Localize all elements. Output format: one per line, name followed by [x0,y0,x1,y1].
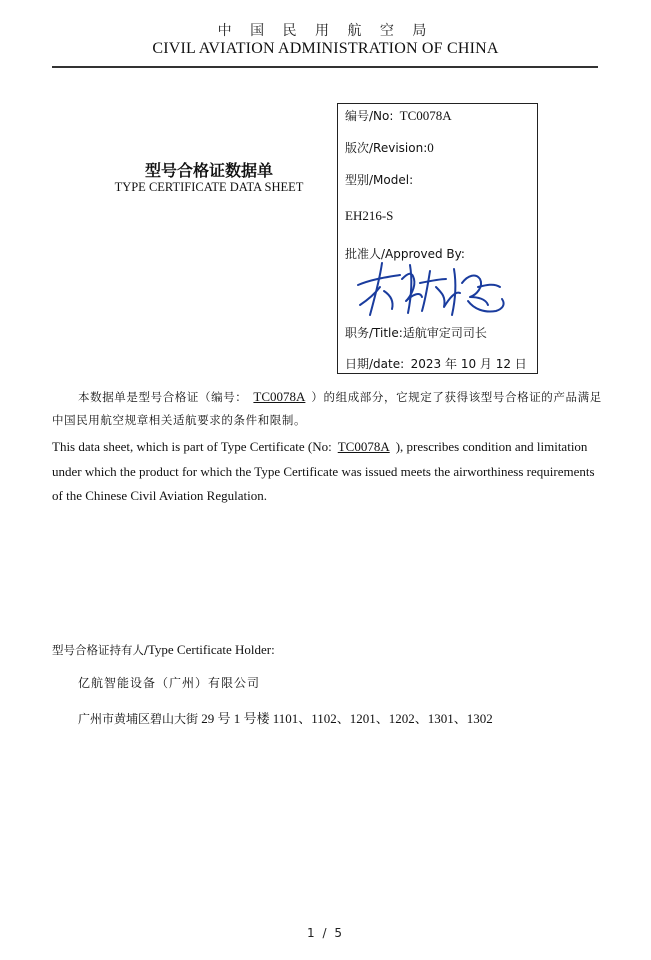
official-title-line [345,324,487,341]
statement-cn-tc-number: TC0078A [253,389,306,404]
statement-cn-suffix: ）的组成部分，它规定了获得该型号合格证的产品满足中国民用航空规章相关适航要求的条件和限制。 [52,390,602,427]
page-number: 1 / 5 [307,926,344,940]
revision-line [345,139,434,156]
signature-image [350,257,515,323]
holder-address [78,708,493,727]
revision-value: 0 [427,140,434,155]
number-label: 编号/No: [345,109,394,123]
official-title-value: 适航审定司司长 [402,326,487,340]
number-value: TC0078A [399,108,452,123]
holder-address-rest: 29 号 1 号楼 1101、1102、1201、1202、1301、1302 [201,711,493,726]
model-label: 型别/Model: [345,173,414,187]
statement-en-suffix: ), prescribes condition and limitation under which the product for which the Type Certificate was issued meets the airworthiness requirements of the Chinese Civil Aviation Regulation. [52,439,595,503]
statement-en-tc-number: TC0078A [337,439,390,454]
statement-en [52,435,602,509]
holder-label-cn: 型号合格证持有人/ [52,643,148,657]
holder-label [52,642,275,658]
approved-label: 批准人/Approved By: [345,247,465,261]
revision-label: 版次/Revision: [345,141,428,155]
holder-label-en: Type Certificate Holder: [147,642,275,657]
model-line [345,171,413,188]
authority-name-en: CIVIL AVIATION ADMINISTRATION OF CHINA [152,40,499,57]
date-line [345,355,527,372]
official-title-label: 职务/Title: [345,326,403,340]
date-label: 日期/date: [345,357,405,371]
holder-company-name: 亿航智能设备（广州）有限公司 [78,676,261,690]
document-title-cn: 型号合格证数据单 [144,161,273,180]
date-value: 2023 年 10 月 12 日 [410,357,527,371]
authority-name-cn: 中 国 民 用 航 空 局 [217,23,434,39]
model-value: EH216-S [345,208,394,223]
document-title-en: TYPE CERTIFICATE DATA SHEET [114,180,304,194]
header-divider [52,66,598,68]
number-line [345,107,452,124]
certificate-info-box [337,103,538,374]
statement-en-prefix: This data sheet, which is part of Type Certificate (No: [52,439,332,454]
statement-cn [52,385,602,432]
statement-cn-prefix: 本数据单是型号合格证（编号： [78,390,248,404]
holder-address-cn: 广州市黄埔区碧山大街 [78,712,199,726]
